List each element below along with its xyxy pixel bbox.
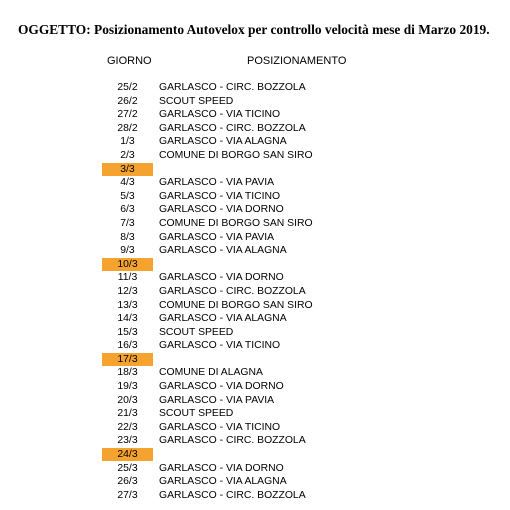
position-cell: COMUNE DI BORGO SAN SIRO [159, 299, 313, 311]
table-row [0, 339, 510, 353]
day-cell: 26/2 [117, 95, 138, 107]
day-cell: 13/3 [117, 299, 138, 311]
position-cell: GARLASCO - VIA ALAGNA [159, 136, 287, 148]
position-cell: GARLASCO - VIA TICINO [159, 109, 281, 121]
day-cell: 11/3 [117, 272, 138, 284]
position-cell: GARLASCO - VIA PAVIA [159, 231, 275, 243]
document-title: OGGETTO: Posizionamento Autovelox per controllo velocità mese di Marzo 2019. [18, 22, 490, 37]
position-cell: GARLASCO - VIA DORNO [159, 381, 284, 393]
table-row [0, 244, 510, 258]
day-cell: 10/3 [102, 258, 153, 271]
table-row [0, 135, 510, 149]
table-row [0, 366, 510, 380]
position-cell: GARLASCO - CIRC. BOZZOLA [159, 82, 306, 93]
position-cell: GARLASCO - CIRC. BOZZOLA [159, 435, 306, 447]
day-cell: 1/3 [120, 136, 135, 148]
table-row-highlighted [0, 163, 510, 177]
table-row [0, 475, 510, 489]
day-cell: 23/3 [117, 435, 138, 447]
table-row [0, 217, 510, 231]
position-cell: GARLASCO - VIA TICINO [159, 190, 281, 202]
day-cell: 12/3 [117, 285, 138, 297]
table-row [0, 176, 510, 190]
table-row [0, 299, 510, 313]
table-row [0, 434, 510, 448]
table-row [0, 489, 510, 503]
day-cell: 26/3 [117, 476, 138, 488]
day-cell: 3/3 [102, 163, 153, 176]
day-cell: 27/2 [117, 109, 138, 121]
day-cell: 8/3 [120, 231, 135, 243]
day-cell: 14/3 [117, 313, 138, 325]
table-row [0, 108, 510, 122]
table-row [0, 95, 510, 109]
table-row [0, 271, 510, 285]
position-cell: GARLASCO - CIRC. BOZZOLA [159, 489, 306, 501]
day-cell: 21/3 [117, 408, 138, 420]
table-row [0, 285, 510, 299]
table-row [0, 203, 510, 217]
position-cell: GARLASCO - VIA PAVIA [159, 177, 275, 189]
position-cell: GARLASCO - VIA PAVIA [159, 394, 275, 406]
position-cell: GARLASCO - VIA DORNO [159, 204, 284, 216]
table-row-highlighted [0, 448, 510, 462]
day-cell: 22/3 [117, 421, 138, 433]
position-cell: GARLASCO - VIA TICINO [159, 340, 281, 352]
table-row [0, 312, 510, 326]
column-header-day: GIORNO [107, 55, 152, 67]
table-row [0, 81, 510, 95]
position-cell: GARLASCO - CIRC. BOZZOLA [159, 285, 306, 297]
day-cell: 6/3 [120, 204, 135, 216]
table-row [0, 380, 510, 394]
schedule-table [0, 81, 510, 502]
table-row [0, 421, 510, 435]
position-cell: GARLASCO - VIA DORNO [159, 462, 284, 474]
day-cell: 9/3 [120, 245, 135, 257]
day-cell: 4/3 [120, 177, 135, 189]
day-cell: 15/3 [117, 326, 138, 338]
day-cell: 5/3 [120, 190, 135, 202]
table-row [0, 462, 510, 476]
position-cell: SCOUT SPEED [159, 408, 234, 420]
table-row [0, 407, 510, 421]
table-row [0, 122, 510, 136]
day-cell: 2/3 [120, 149, 135, 161]
column-header-position: POSIZIONAMENTO [247, 55, 347, 67]
table-row [0, 394, 510, 408]
position-cell: GARLASCO - CIRC. BOZZOLA [159, 122, 306, 134]
table-row [0, 326, 510, 340]
position-cell: SCOUT SPEED [159, 326, 234, 338]
position-cell: COMUNE DI BORGO SAN SIRO [159, 149, 313, 161]
day-cell: 16/3 [117, 340, 138, 352]
table-row [0, 231, 510, 245]
table-row [0, 149, 510, 163]
day-cell: 7/3 [120, 217, 135, 229]
day-cell: 25/3 [117, 462, 138, 474]
table-row-highlighted [0, 353, 510, 367]
day-cell: 20/3 [117, 394, 138, 406]
position-cell: COMUNE DI BORGO SAN SIRO [159, 217, 313, 229]
day-cell: 27/3 [117, 489, 138, 501]
position-cell: GARLASCO - VIA TICINO [159, 421, 281, 433]
position-cell: COMUNE DI ALAGNA [159, 367, 263, 379]
table-row [0, 190, 510, 204]
day-cell: 25/2 [117, 82, 138, 93]
day-cell: 18/3 [117, 367, 138, 379]
position-cell: SCOUT SPEED [159, 95, 234, 107]
day-cell: 17/3 [102, 353, 153, 366]
position-cell: GARLASCO - VIA ALAGNA [159, 476, 287, 488]
table-row-highlighted [0, 258, 510, 272]
day-cell: 24/3 [102, 448, 153, 461]
position-cell: GARLASCO - VIA DORNO [159, 272, 284, 284]
day-cell: 28/2 [117, 122, 138, 134]
position-cell: GARLASCO - VIA ALAGNA [159, 245, 287, 257]
position-cell: GARLASCO - VIA ALAGNA [159, 313, 287, 325]
day-cell: 19/3 [117, 381, 138, 393]
